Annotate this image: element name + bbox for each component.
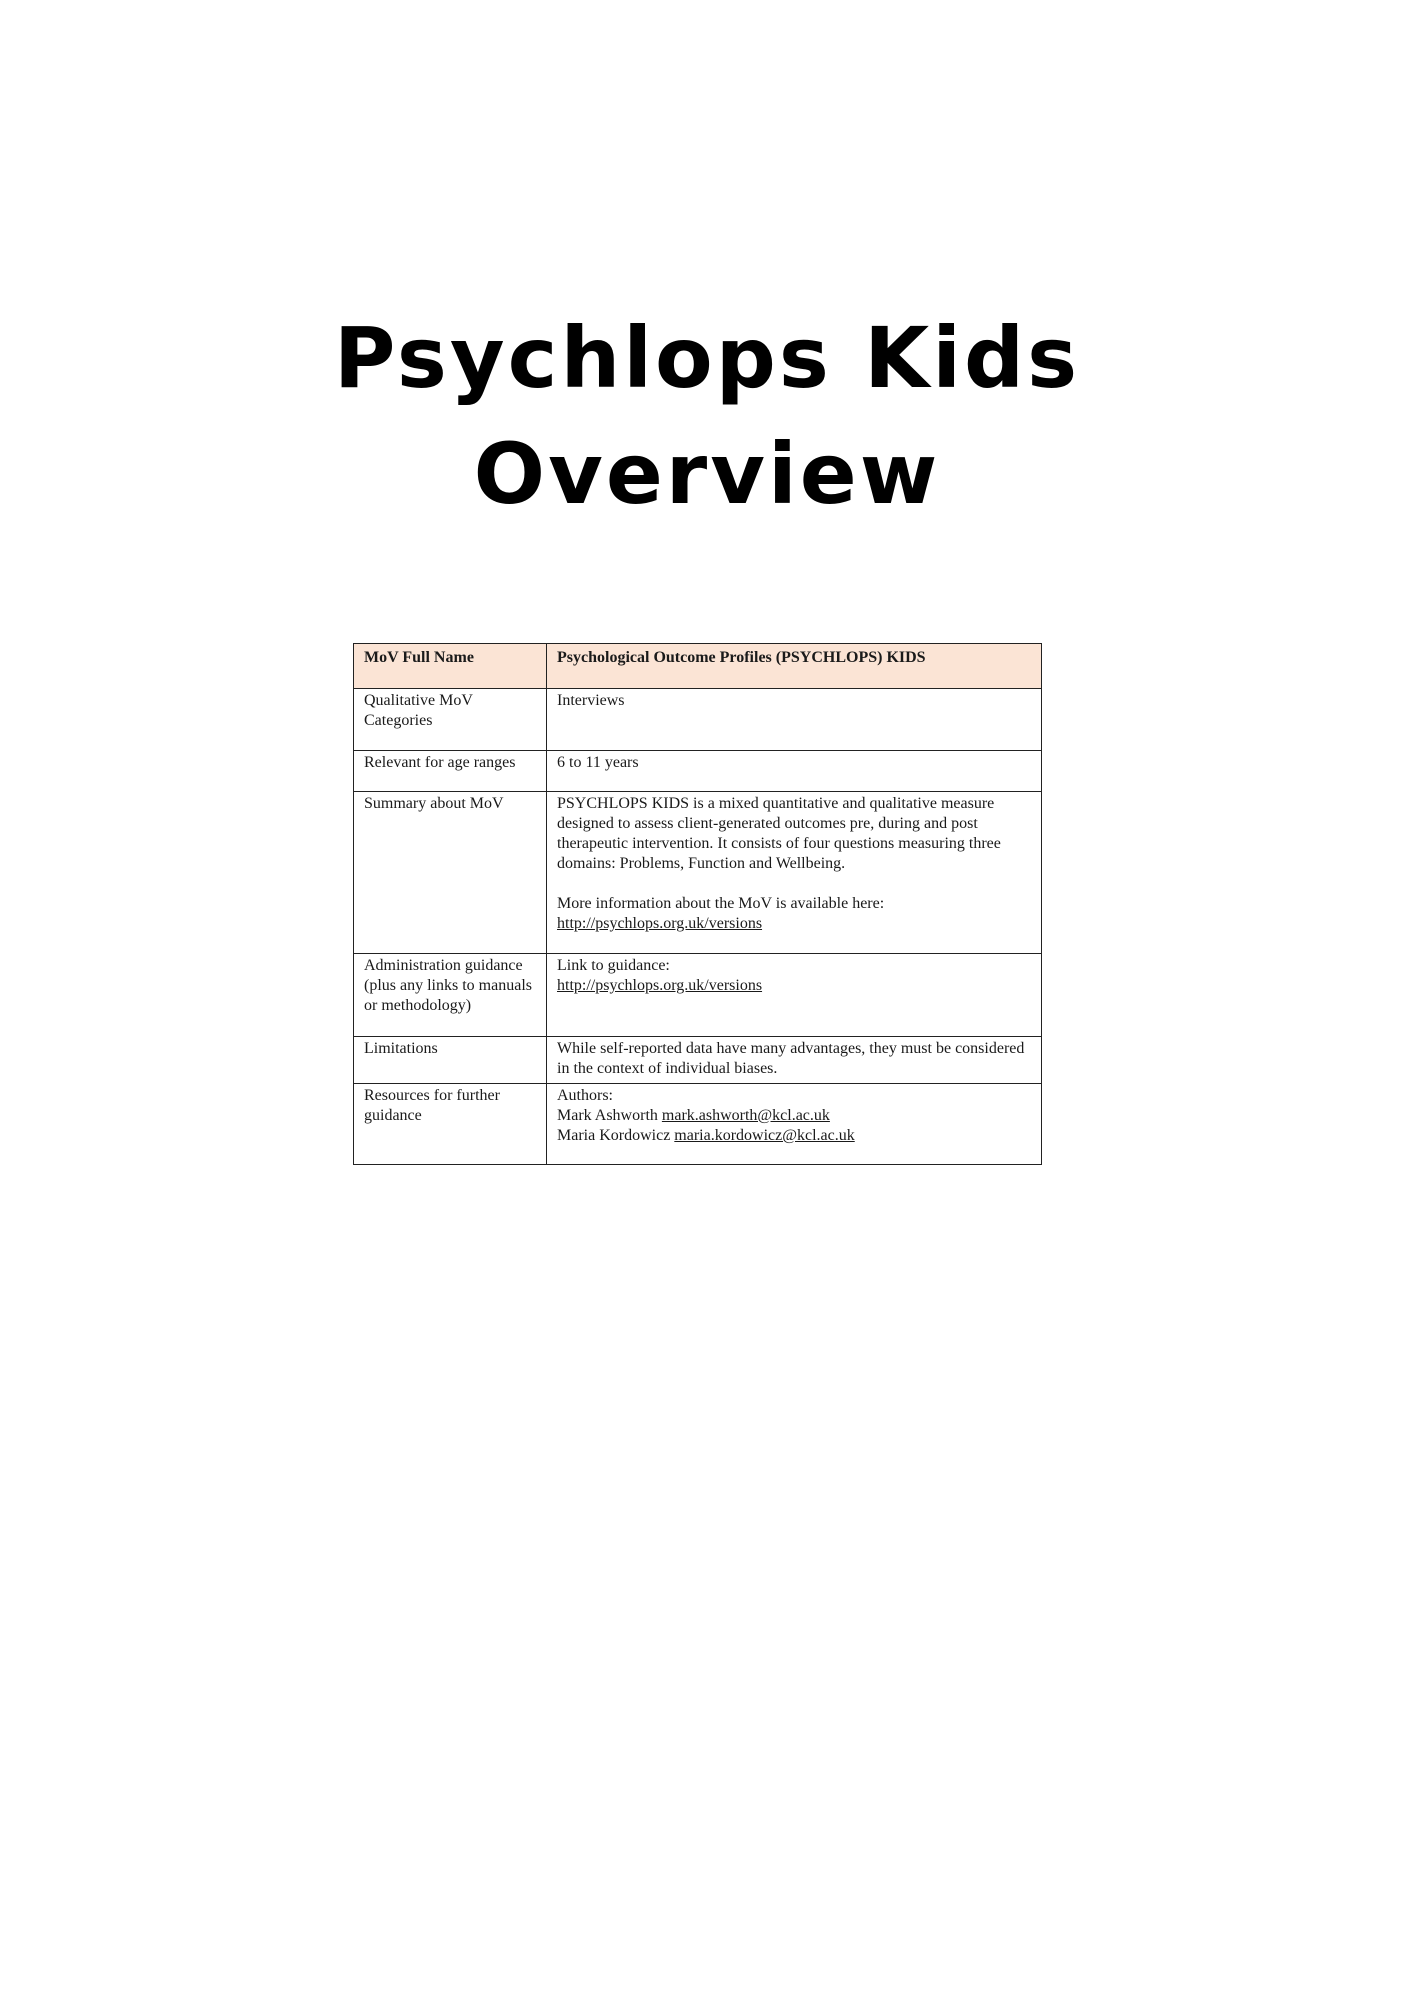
label-categories: Qualitative MoV Categories <box>354 689 547 751</box>
summary-versions-link[interactable]: http://psychlops.org.uk/versions <box>557 915 763 932</box>
mov-overview-table <box>353 643 1042 1165</box>
value-categories: Interviews <box>547 689 1042 751</box>
value-summary <box>547 792 1042 954</box>
value-age-ranges: 6 to 11 years <box>547 751 1042 792</box>
table-row-administration <box>354 954 1042 1037</box>
admin-guidance-link[interactable]: http://psychlops.org.uk/versions <box>557 977 763 994</box>
author-name: Mark Ashworth <box>557 1107 658 1124</box>
label-administration: Administration guidance (plus any links to manuals or methodology) <box>354 954 547 1037</box>
summary-text: PSYCHLOPS KIDS is a mixed quantitative and qualitative measure designed to assess client-generated outcomes pre, during and post therapeutic intervention. It consists of four questions measuring three domains: Problems, Function and Wellbeing. <box>557 795 1001 872</box>
author-name: Maria Kordowicz <box>557 1127 671 1144</box>
table-row-full-name <box>354 644 1042 689</box>
author-row <box>557 1106 1031 1126</box>
value-full-name: Psychological Outcome Profiles (PSYCHLOPS) KIDS <box>547 644 1042 689</box>
label-limitations: Limitations <box>354 1037 547 1084</box>
summary-more-info: More information about the MoV is available here: <box>557 895 885 912</box>
authors-label: Authors: <box>557 1087 613 1104</box>
value-limitations: While self-reported data have many advantages, they must be considered in the context of individual biases. <box>547 1037 1042 1084</box>
admin-link-intro: Link to guidance: <box>557 957 670 974</box>
author-email-link[interactable]: mark.ashworth@kcl.ac.uk <box>661 1107 830 1124</box>
label-full-name: MoV Full Name <box>354 644 547 689</box>
label-resources: Resources for further guidance <box>354 1084 547 1165</box>
value-administration <box>547 954 1042 1037</box>
page-title-line-2: Overview <box>473 425 941 523</box>
table-row-limitations <box>354 1037 1042 1084</box>
table-row-resources <box>354 1084 1042 1165</box>
label-age-ranges: Relevant for age ranges <box>354 751 547 792</box>
page-title <box>0 300 1414 532</box>
author-email-link[interactable]: maria.kordowicz@kcl.ac.uk <box>674 1127 855 1144</box>
label-summary: Summary about MoV <box>354 792 547 954</box>
value-resources <box>547 1084 1042 1165</box>
author-row <box>557 1126 1031 1146</box>
page-title-line-1: Psychlops Kids <box>333 309 1081 407</box>
table-row-categories <box>354 689 1042 751</box>
table-row-age-ranges <box>354 751 1042 792</box>
table-row-summary <box>354 792 1042 954</box>
